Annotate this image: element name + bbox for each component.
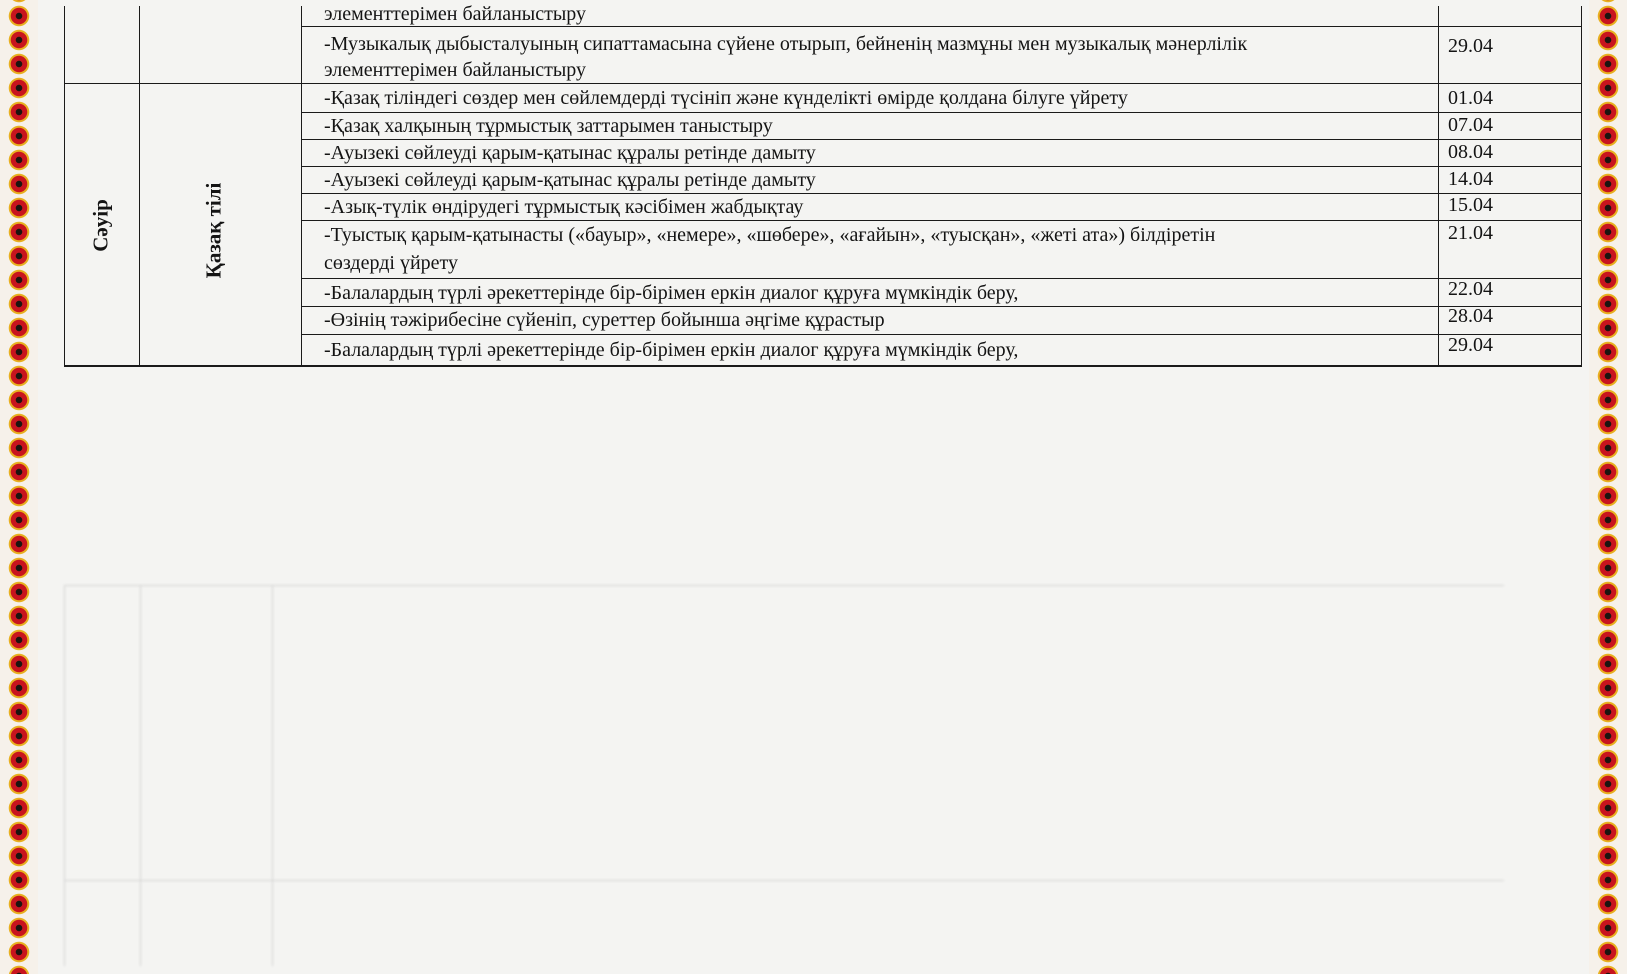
column-divider-month [139,6,140,366]
table-row-text: -Қазақ тіліндегі сөздер мен сөйлемдерді түсініп және күнделікті өмірде қолдана білуге үйрету [324,87,1128,109]
row-divider [64,83,1582,84]
table-row-text: -Өзінің тәжірибесіне сүйеніп, суреттер бойынша әңгіме құрастыр [324,309,885,331]
date-cell: 07.04 [1448,114,1493,136]
date-cell: 29.04 [1448,35,1493,57]
date-cell: 22.04 [1448,278,1493,300]
ornament-border-left [0,0,38,974]
date-cell: 14.04 [1448,168,1493,190]
table-cell-text: -Музыкалық дыбысталуының сипаттамасына сүйене отырып, бейненің мазмұны мен музыкалық мәнерлілік [324,33,1248,55]
table-cell-text: элементтерімен байланыстыру [324,59,587,81]
table-row-text: -Қазақ халқының тұрмыстық заттарымен таныстыру [324,115,773,137]
table-row-text: -Азық-түлік өндірудегі тұрмыстық кәсібімен жабдықтау [324,196,804,218]
date-cell: 15.04 [1448,194,1493,216]
row-divider [301,278,1582,279]
table-row-text: -Туыстық қарым-қатынасты («бауыр», «немере», «шөбере», «ағайын», «туысқан», «жеті ата») білдіретін [324,224,1216,246]
row-divider [301,220,1582,221]
date-cell: 29.04 [1448,334,1493,356]
ornament-border-right [1589,0,1627,974]
bleed-through-area [64,366,1584,966]
subject-label: Қазақ тілі [201,182,226,279]
date-cell: 28.04 [1448,305,1493,327]
curriculum-table [64,3,1582,366]
month-label: Сәуір [88,199,113,252]
table-row-text: -Ауызекі сөйлеуді қарым-қатынас құралы ретінде дамыту [324,142,816,164]
table-row-text: сөздерді үйрету [324,252,458,274]
table-row-text: -Балалардың түрлі әрекеттерінде бір-бірімен еркін диалог құруға мүмкіндік беру, [324,339,1019,361]
table-row-text: -Ауызекі сөйлеуді қарым-қатынас құралы ретінде дамыту [324,169,816,191]
date-cell: 01.04 [1448,87,1493,109]
table-row-text: -Балалардың түрлі әрекеттерінде бір-бірімен еркін диалог құруға мүмкіндік беру, [324,282,1019,304]
column-divider-date [1438,6,1439,366]
column-divider-subject [301,6,302,366]
date-cell: 21.04 [1448,222,1493,244]
table-bottom-border [64,366,1582,367]
row-divider [301,334,1582,335]
date-cell: 08.04 [1448,141,1493,163]
table-cell-text: элементтерімен байланыстыру [324,3,587,25]
